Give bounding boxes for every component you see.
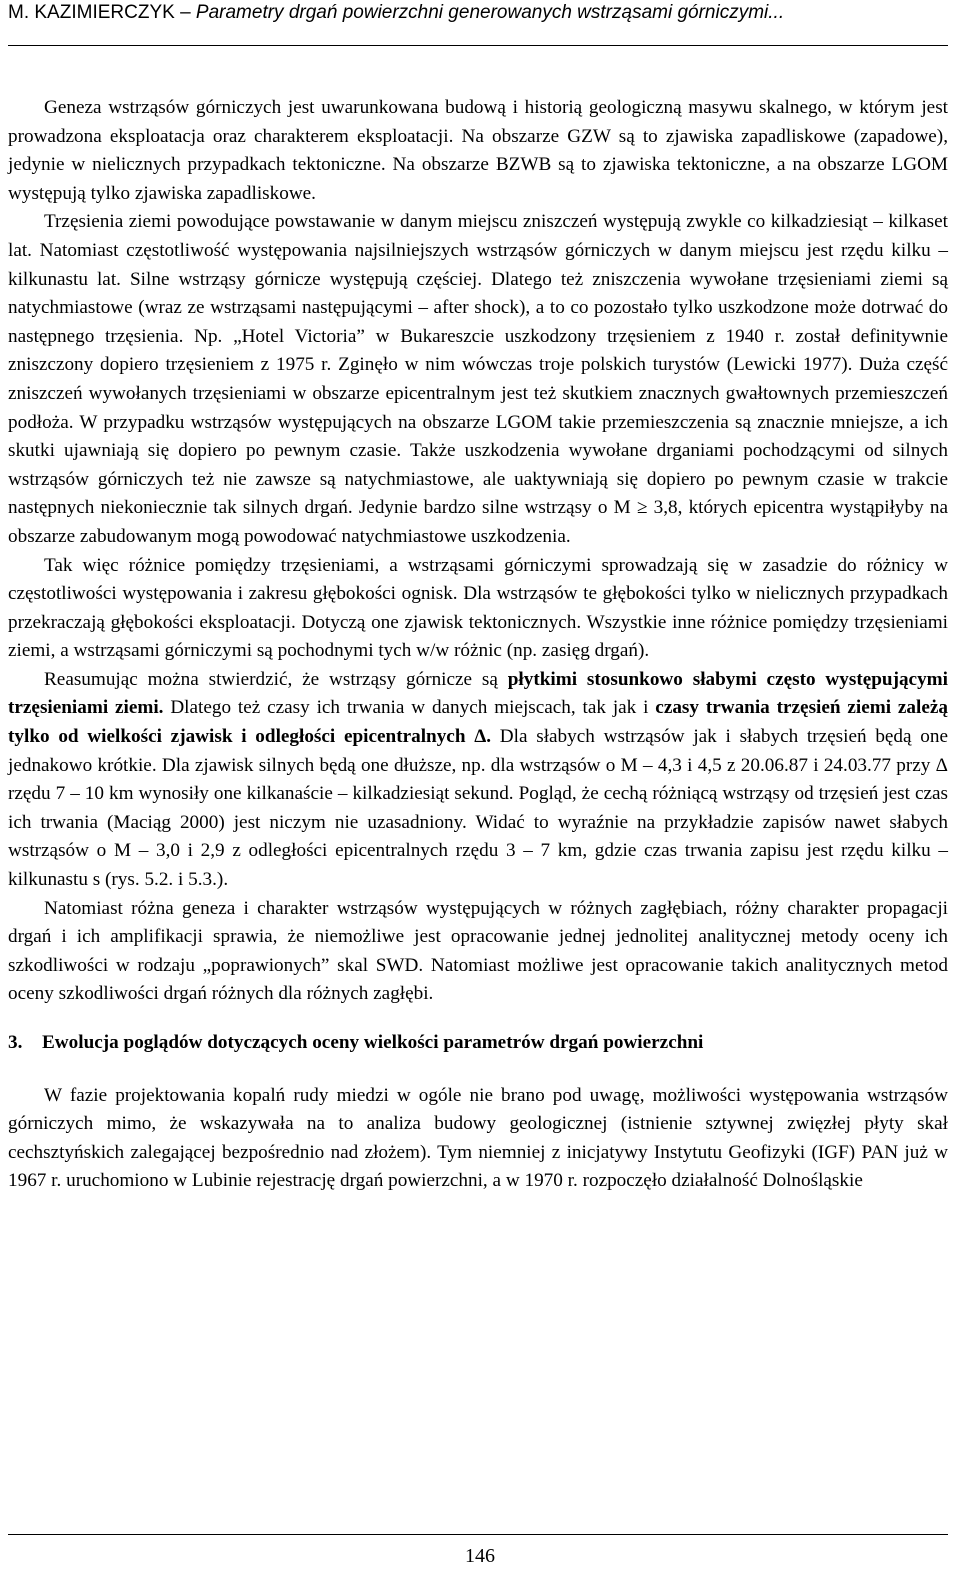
page-number: 146	[465, 1545, 495, 1567]
body-text	[8, 94, 948, 1196]
section-title: Ewolucja poglądów dotyczących oceny wielkości parametrów drgań powierzchni	[42, 1032, 704, 1053]
paragraph: Tak więc różnice pomiędzy trzęsieniami, a wstrząsami górniczymi sprowadzają się w zasadzie do różnicy w częstotliwości występowania i zakresu głębokości ognisk. Dla wstrząsów te głębokości tylko w nielicznych przypadkach przekraczają głębokości eksploatacji. Dotyczą one zjawisk tektonicznych. Wszystkie inne różnice pomiędzy trzęsieniami ziemi, a wstrząsami górniczymi są pochodnymi tych w/w różnic (np. zasięg drgań).	[8, 554, 948, 662]
paragraph: W fazie projektowania kopalń rudy miedzi w ogóle nie brano pod uwagę, możliwości występowania wstrząsów górniczych mimo, że wskazywała na to analiza budowy geologicznej (istnienie sztywnej zwięzłej płyty skał cechsztyńskich zalegającej bezpośrednio nad złożem). Tym niemniej z inicjatywy Instytutu Geofizyki (IGF) PAN już w 1967 r. uruchomiono w Lubinie rejestrację drgań powierzchni, a w 1970 r. rozpoczęło działalność Dolnośląskie	[8, 1084, 948, 1192]
header-title: Parametry drgań powierzchni generowanych wstrząsami górniczymi...	[195, 2, 785, 23]
footer-rule	[8, 1534, 948, 1535]
running-header	[8, 0, 952, 26]
text-run: Dla słabych wstrząsów jak i słabych trzęsień będą one jednakowo krótkie. Dla zjawisk silnych będą one dłuższe, np. dla wstrząsów o M – 4,3 i 4,5 z 20.06.87 i 24.03.77 przy Δ rzędu 7 – 10 km wynosiły one kilkanaście – kilkadziesiąt sekund. Pogląd, że cechą różniącą wstrząsy od trzęsień jest czas ich trwania (Maciąg 2000) jest niczym nie uzasadniony. Widać to wyraźnie na przykładzie zapisów nawet słabych wstrząsów o M – 3,0 i 2,9 z odległości epicentralnych rzędu 3 – 7 km, gdzie czas trwania zapisu jest rzędu kilku – kilkunastu s (rys. 5.2. i 5.3.).	[8, 726, 948, 891]
paragraph: Natomiast różna geneza i charakter wstrząsów występujących w różnych zagłębiach, różny charakter propagacji drgań i ich amplifikacji sprawia, że niemożliwe jest opracowanie jednej jednolitej analitycznej metody oceny ich szkodliwości w rodzaju „poprawionych” skal SWD. Natomiast możliwe jest opracowanie takich analitycznych metod oceny szkodliwości drgań różnych dla różnych zagłębi.	[8, 897, 948, 1005]
header-rule	[8, 45, 948, 46]
bold-run: czasy trwania trzęsień ziemi zależą tylko od wielkości zjawisk i odległości epicentralnych Δ.	[8, 697, 948, 748]
header-author: M. KAZIMIERCZYK –	[8, 2, 196, 23]
paragraph-summary	[8, 666, 948, 895]
paragraph: Trzęsienia ziemi powodujące powstawanie w danym miejscu zniszczeń występują zwykle co kilkadziesiąt – kilkaset lat. Natomiast częstotliwość występowania najsilniejszych wstrząsów górniczych w danym miejscu jest rzędu kilku – kilkunastu lat. Silne wstrząsy górnicze występują częściej. Dlatego też zniszczenia wywołane trzęsieniami ziemi są natychmiastowe (wraz ze wstrząsami następującymi – after shock), a to co pozostało tylko uszkodzone może dotrwać do następnego trzęsienia. Np. „Hotel Victoria” w Bukareszcie uszkodzony trzęsieniem z 1940 r. został definitywnie zniszczony dopiero trzęsieniem z 1975 r. Zginęło w nim wówczas troje polskich turystów (Lewicki 1977). Duża część zniszczeń wywołanych trzęsieniami w obszarze epicentralnym jest też skutkiem znacznych gwałtownych przemieszczeń podłoża. W przypadku wstrząsów występujących na obszarze LGOM takie przemieszczenia są znacznie mniejsze, a ich skutki ujawniają się dopiero po pewnym czasie. Także uszkodzenia wywołane drganiami pochodzącymi od silnych wstrząsów górniczych też nie zawsze są natychmiastowe, ale uaktywniają się dopiero po pewnym czasie w trakcie następnych niekoniecznie tak silnych drgań. Jedynie bardzo silne wstrząsy o M ≥ 3,8, których epicentra wystąpiłyby na obszarze zabudowanym mogą powodować natychmiastowe uszkodzenia.	[8, 211, 948, 547]
bold-run: płytkimi stosunkowo słabymi często występującymi trzęsieniami ziemi.	[8, 668, 948, 719]
text-run: Reasumując można stwierdzić, że wstrząsy górnicze są	[44, 668, 508, 690]
text-run: Dlatego też czasy ich trwania w danych miejscach, tak jak i	[163, 697, 656, 719]
section-number: 3.	[8, 1032, 23, 1053]
paragraph: Geneza wstrząsów górniczych jest uwarunkowana budową i historią geologiczną masywu skalnego, w którym jest prowadzona eksploatacja oraz charakterem eksploatacji. Na obszarze GZW są to zjawiska zapadliskowe (zapadowe), jedynie w nielicznych przypadkach tektoniczne. Na obszarze BZWB są to zjawiska tektoniczne, a na obszarze LGOM występują tylko zjawiska zapadliskowe.	[8, 97, 948, 204]
section-heading	[8, 1029, 948, 1058]
